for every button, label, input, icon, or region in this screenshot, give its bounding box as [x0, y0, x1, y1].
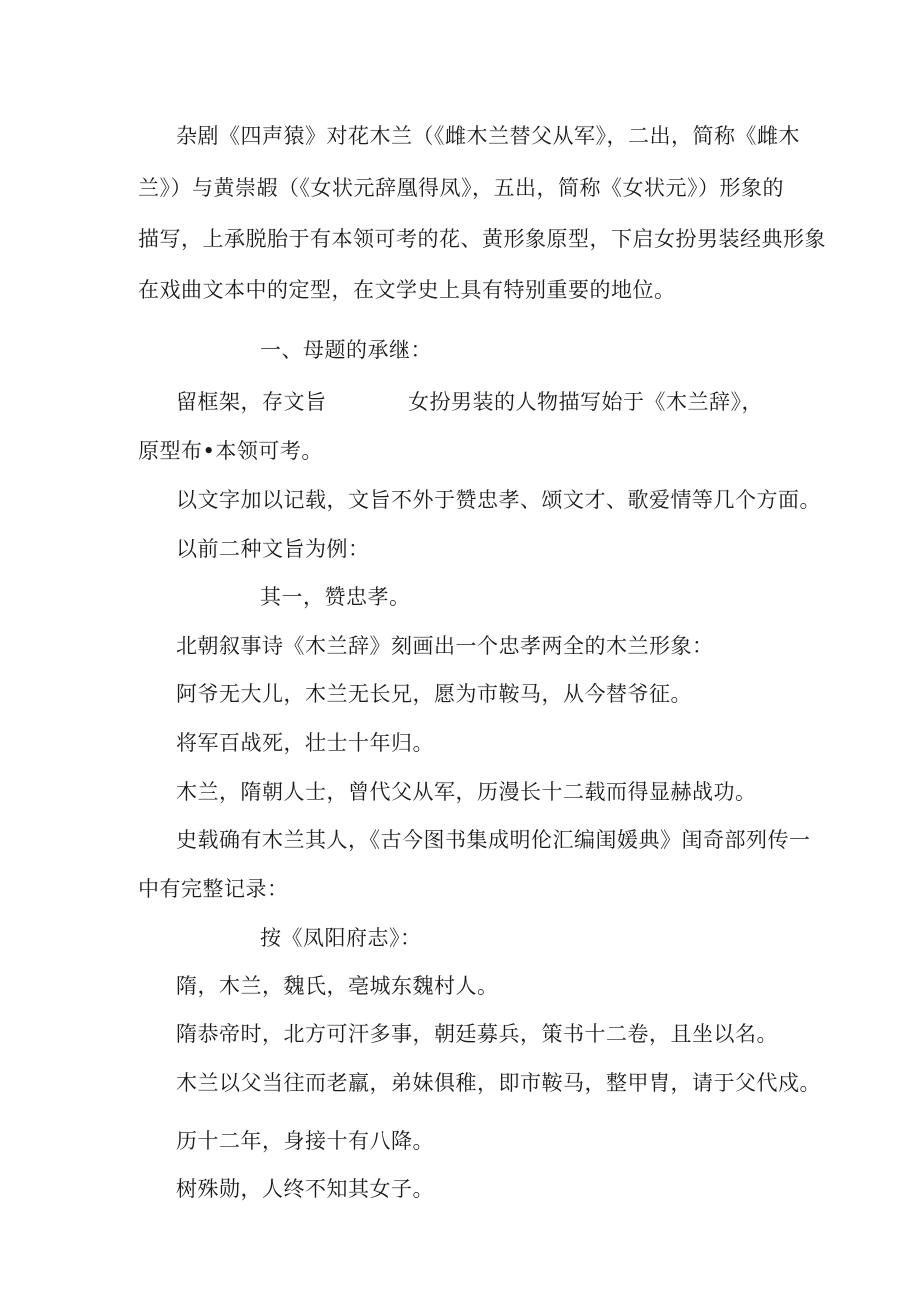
paragraph-record: 以文字加以记载，文旨不外于赞忠孝、颂文才、歌爱情等几个方面。 — [176, 488, 821, 512]
paragraph-example: 以前二种文旨为例： — [176, 537, 370, 561]
quote-line-4: 历十二年，身接十有八降。 — [176, 1129, 434, 1153]
subheading-right: 女扮男装的人物描写始于《木兰辞》， — [408, 390, 763, 414]
quote-line-1: 隋，木兰，魏氏，亳城东魏村人。 — [176, 974, 499, 998]
quote-line-2: 隋恭帝时，北方可汗多事，朝廷募兵，策书十二卷，且坐以名。 — [176, 1022, 778, 1046]
intro-line-2: 兰》）与黄崇嘏（《女状元辞凰得凤》，五出，简称《女状元》）形象的 — [138, 176, 784, 200]
intro-line-3: 描写，上承脱胎于有本领可考的花、黄形象原型，下启女扮男装经典形象 — [138, 227, 826, 251]
paragraph-poem-intro: 北朝叙事诗《木兰辞》刻画出一个忠孝两全的木兰形象： — [176, 634, 714, 658]
section-heading-3: 按《凤阳府志》： — [260, 926, 422, 950]
paragraph-source-line-2: 中有完整记录： — [138, 877, 289, 901]
paragraph-prototype: 原型布•本领可考。 — [138, 439, 323, 463]
intro-line-4: 在戏曲文本中的定型，在文学史上具有特别重要的地位。 — [138, 278, 676, 302]
paragraph-source-line-1: 史载确有木兰其人，《古今图书集成明伦汇编闺媛典》闺奇部列传一 — [176, 828, 811, 852]
poem-line-1: 阿爷无大儿，木兰无长兄，愿为市鞍马，从今替爷征。 — [176, 682, 692, 706]
section-heading-1: 一、母题的承继： — [260, 338, 432, 362]
paragraph-history: 木兰，隋朝人士，曾代父从军，历漫长十二载而得显赫战功。 — [176, 780, 757, 804]
quote-line-3: 木兰以父当往而老羸，弟妹俱稚，即市鞍马，整甲胄，请于父代戍。 — [176, 1071, 821, 1095]
quote-line-5: 树殊勋，人终不知其女子。 — [176, 1177, 434, 1201]
section-heading-2: 其一，赞忠孝。 — [260, 585, 411, 609]
intro-line-1: 杂剧《四声猿》对花木兰（《雌木兰替父从军》，二出，简称《雌木 — [176, 124, 800, 148]
subheading-left: 留框架，存文旨 — [176, 390, 327, 414]
poem-line-2: 将军百战死，壮士十年归。 — [176, 731, 434, 755]
